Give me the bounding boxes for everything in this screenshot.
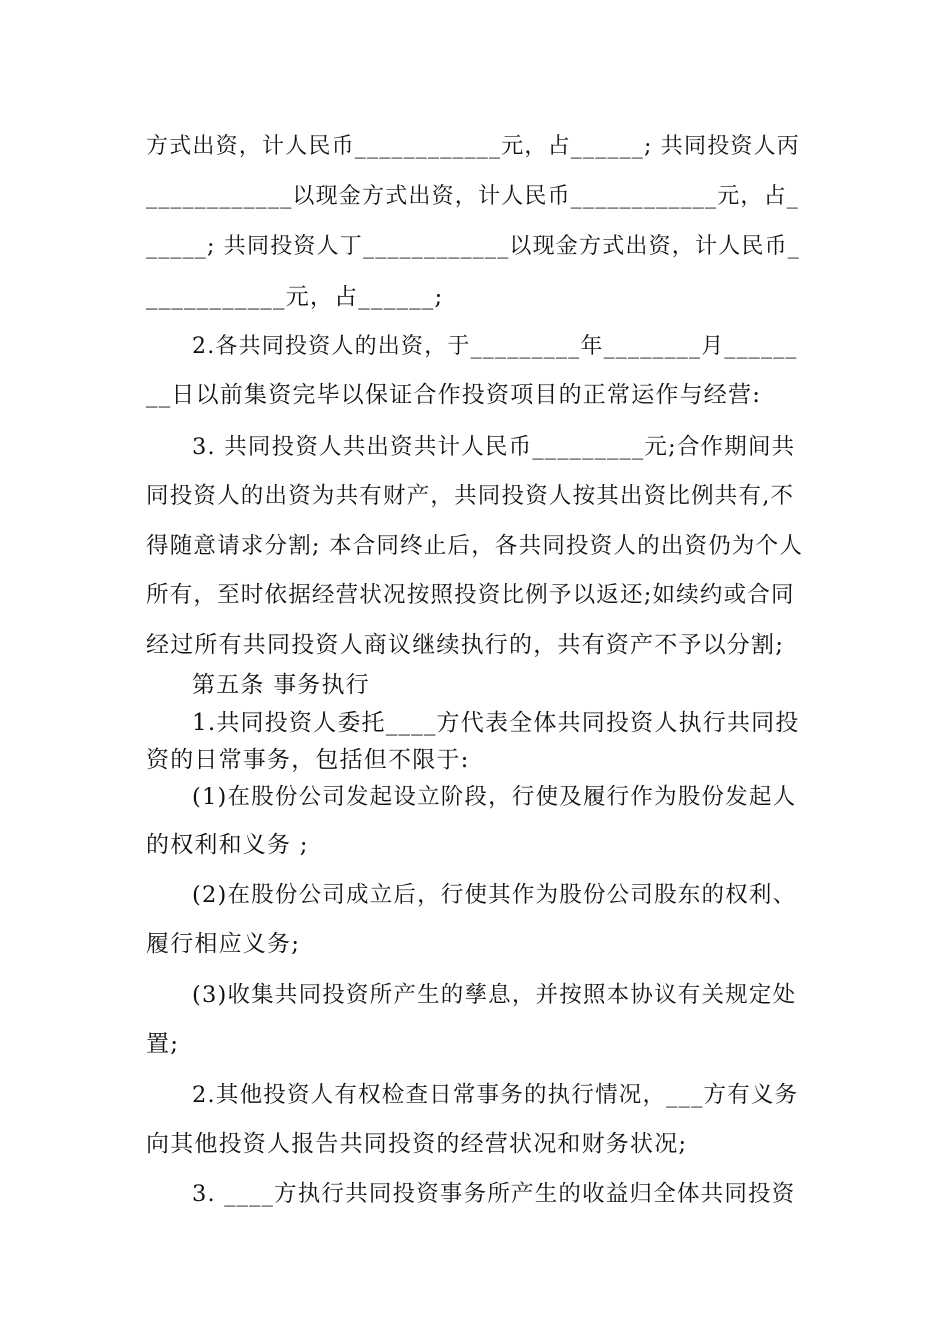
text-line: ____________以现金方式出资，计人民币____________元，占_ [146, 184, 800, 209]
text-line: ___________元，占______; [146, 284, 444, 310]
text-line: (2)在股份公司成立后，行使其作为股份公司股东的权利、 [192, 882, 797, 908]
text-line: 得随意请求分割; 本合同终止后，各共同投资人的出资仍为个人 [146, 533, 804, 559]
text-line: 资的日常事务，包括但不限于: [146, 747, 470, 773]
text-line: 3. ____方执行共同投资事务所产生的收益归全体共同投资 [192, 1181, 796, 1207]
text-line: __日以前集资完毕以保证合作投资项目的正常运作与经营: [146, 382, 762, 408]
text-line: 所有，至时依据经营状况按照投资比例予以返还;如续约或合同 [146, 582, 795, 608]
text-line: 经过所有共同投资人商议继续执行的，共有资产不予以分割; [146, 632, 785, 658]
text-line: 1.共同投资人委托____方代表全体共同投资人执行共同投 [192, 710, 800, 736]
text-line: 3. 共同投资人共出资共计人民币_________元;合作期间共 [192, 434, 796, 460]
text-line: 同投资人的出资为共有财产，共同投资人按其出资比例共有,不 [146, 483, 795, 509]
text-line: 置; [146, 1031, 180, 1057]
text-line: _____; 共同投资人丁____________以现金方式出资，计人民币_ [146, 234, 801, 259]
section-heading: 第五条 事务执行 [192, 672, 370, 698]
text-line: (1)在股份公司发起设立阶段，行使及履行作为股份发起人 [192, 784, 797, 810]
text-line: (3)收集共同投资所产生的孳息，并按照本协议有关规定处 [192, 982, 797, 1008]
text-line: 的权利和义务 ; [146, 832, 309, 858]
text-line: 2.其他投资人有权检查日常事务的执行情况，___方有义务 [192, 1082, 799, 1108]
text-line: 向其他投资人报告共同投资的经营状况和财务状况; [146, 1131, 688, 1157]
text-line: 方式出资，计人民币____________元，占______; 共同投资人丙 [146, 134, 801, 159]
text-line: 履行相应义务; [146, 931, 301, 957]
text-line: 2.各共同投资人的出资，于_________年________月______ [192, 334, 798, 359]
